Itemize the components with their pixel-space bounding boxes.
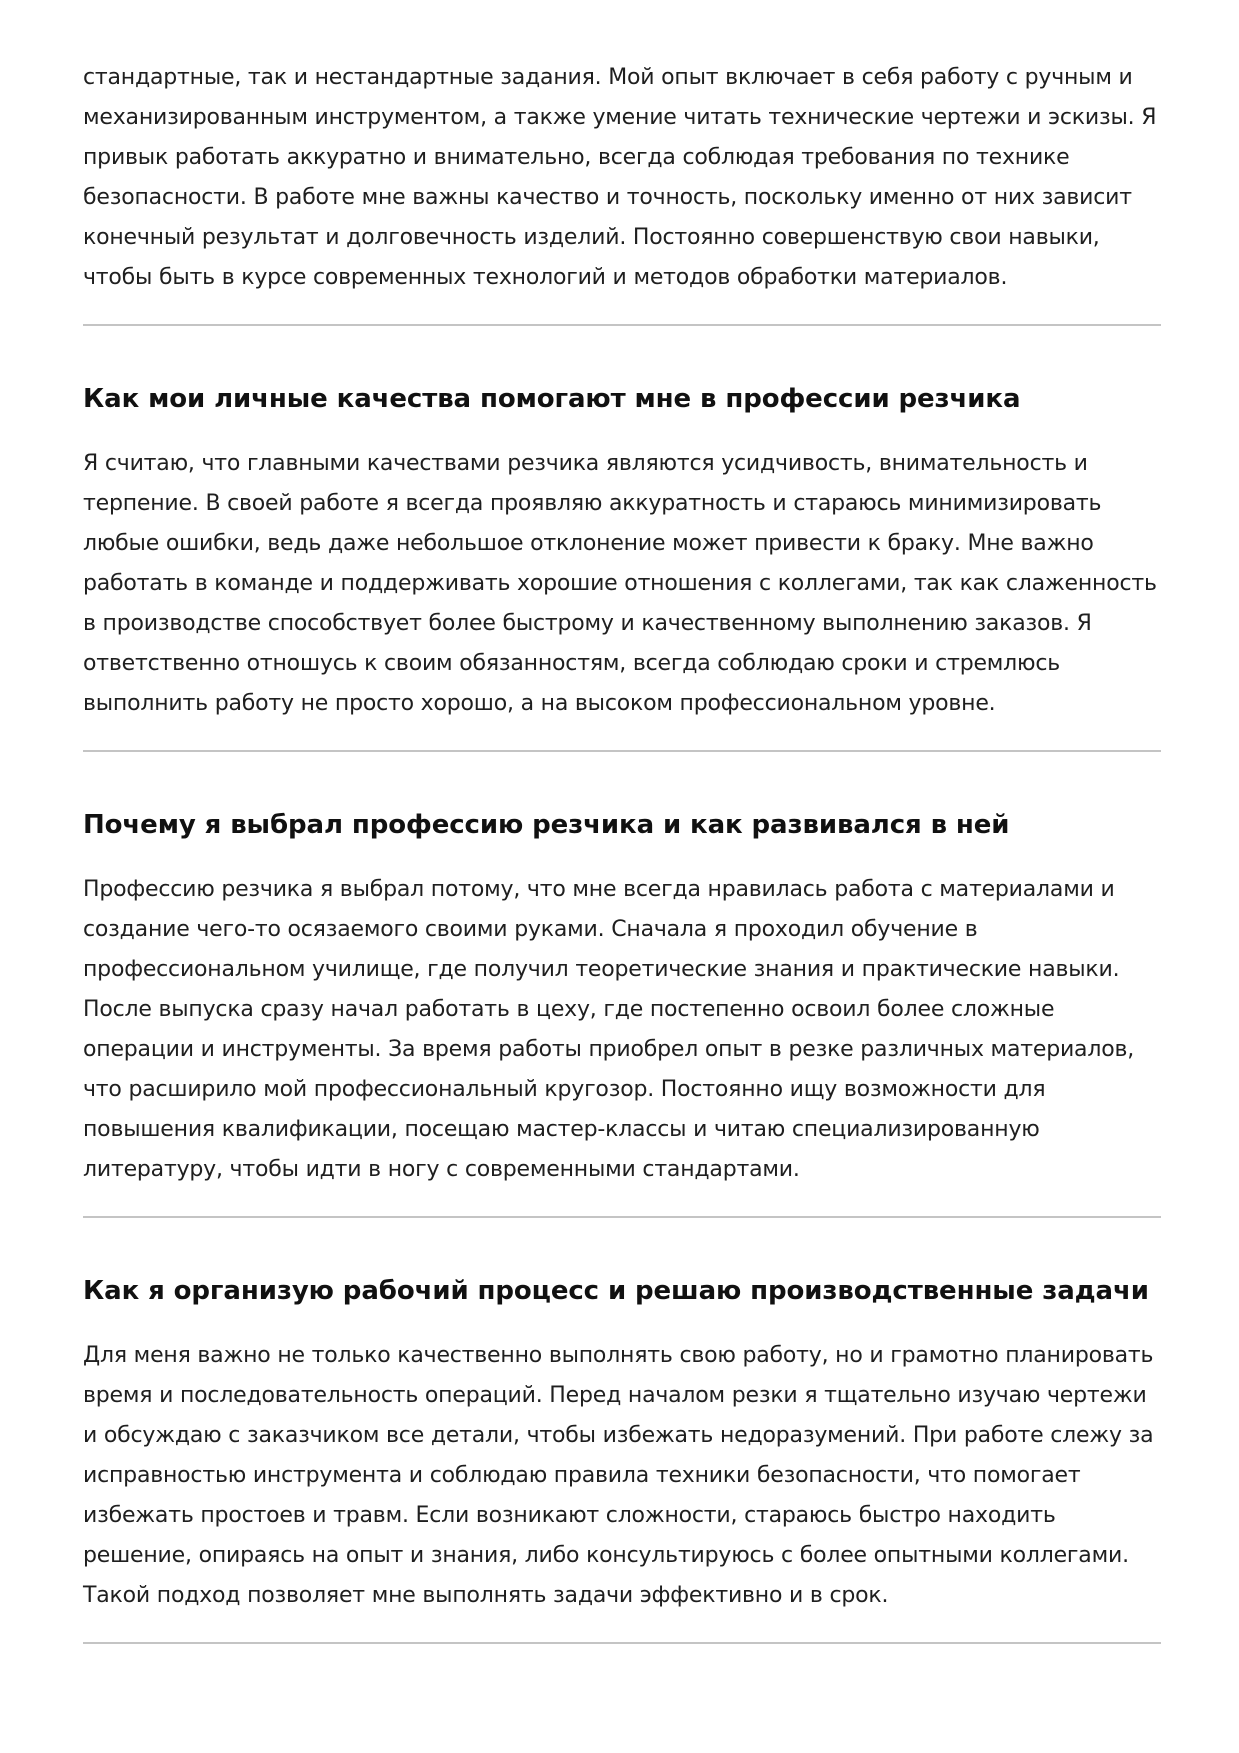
section-paragraph-career-choice: Профессию резчика я выбрал потому, что мне всегда нравилась работа с материалами и создание чего-то осязаемого своими руками. Сначала я проходил обучение в профессиональном училище, где получил теоретические знания и практические навыки. После выпуска сразу начал работать в цеху, где постепенно освоил более сложные операции и инструменты. За время работы приобрел опыт в резке различных материалов, что расширило мой профессиональный кругозор. Постоянно ищу возможности для повышения квалификации, посещаю мастер-классы и читаю специализированную литературу, чтобы идти в ногу с современными стандартами. xyxy=(83,877,1135,1182)
section-divider xyxy=(83,1642,1161,1644)
section-divider xyxy=(83,324,1161,326)
section-paragraph-personal-qualities: Я считаю, что главными качествами резчика являются усидчивость, внимательность и терпение. В своей работе я всегда проявляю аккуратность и стараюсь минимизировать любые ошибки, ведь даже небольшое отклонение может привести к браку. Мне важно работать в команде и поддерживать хорошие отношения с коллегами, так как слаженность в производстве способствует более быстрому и качественному выполнению заказов. Я ответственно отношусь к своим обязанностям, всегда соблюдаю сроки и стремлюсь выполнить работу не просто хорошо, а на высоком профессиональном уровне. xyxy=(83,451,1157,716)
section-divider xyxy=(83,750,1161,752)
intro-paragraph: стандартные, так и нестандартные задания. Мой опыт включает в себя работу с ручным и механизированным инструментом, а также умение читать технические чертежи и эскизы. Я привык работать аккуратно и внимательно, всегда соблюдая требования по технике безопасности. В работе мне важны качество и точность, поскольку именно от них зависит конечный результат и долговечность изделий. Постоянно совершенствую свои навыки, чтобы быть в курсе современных технологий и методов обработки материалов. xyxy=(83,65,1157,290)
section-paragraph-work-organization: Для меня важно не только качественно выполнять свою работу, но и грамотно планировать время и последовательность операций. Перед началом резки я тщательно изучаю чертежи и обсуждаю с заказчиком все детали, чтобы избежать недоразумений. При работе слежу за исправностью инструмента и соблюдаю правила техники безопасности, что помогает избежать простоев и травм. Если возникают сложности, стараюсь быстро находить решение, опираясь на опыт и знания, либо консультируюсь с более опытными коллегами. Такой подход позволяет мне выполнять задачи эффективно и в срок. xyxy=(83,1343,1154,1608)
section-heading-work-organization: Как я организую рабочий процесс и решаю производственные задачи xyxy=(83,1276,1149,1306)
section-heading-career-choice: Почему я выбрал профессию резчика и как развивался в ней xyxy=(83,810,1010,840)
document-page xyxy=(83,58,1161,1644)
section-heading-personal-qualities: Как мои личные качества помогают мне в профессии резчика xyxy=(83,384,1021,414)
section-divider xyxy=(83,1216,1161,1218)
